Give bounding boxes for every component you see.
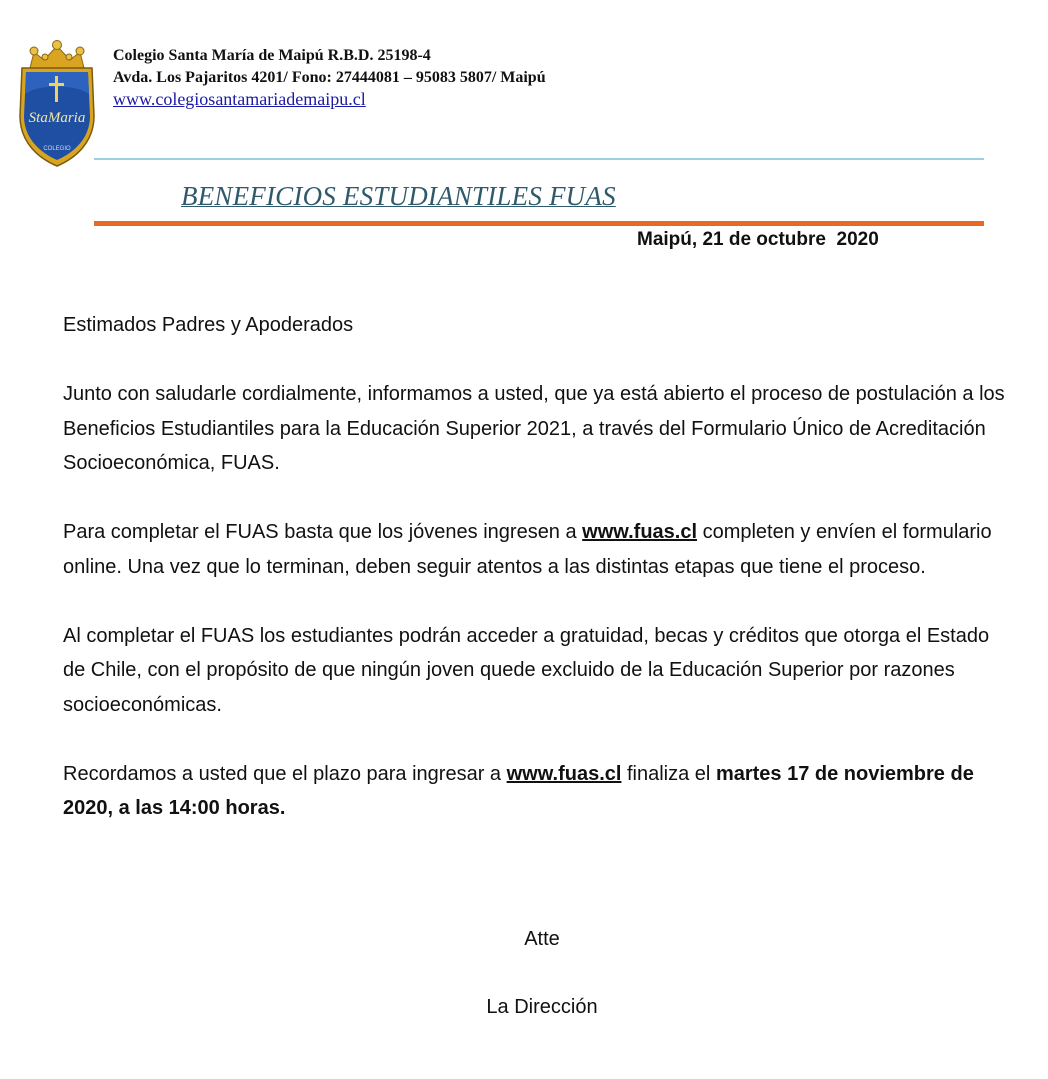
paragraph-4-text-start: Recordamos a usted que el plazo para ingresar a xyxy=(63,762,507,785)
paragraph-2-text-start: Para completar el FUAS basta que los jóvenes ingresen a xyxy=(63,521,583,543)
fuas-link[interactable]: www.fuas.cl xyxy=(582,521,698,543)
paragraph-2 xyxy=(63,515,1013,584)
school-info xyxy=(113,45,546,89)
letter-body xyxy=(63,308,1013,860)
document-date: Maipú, 21 de octubre 2020 xyxy=(637,229,879,250)
signature: La Dirección xyxy=(486,996,598,1018)
paragraph-4 xyxy=(63,757,1013,826)
svg-text:StaMaria: StaMaria xyxy=(28,110,86,126)
greeting: Estimados Padres y Apoderados xyxy=(63,314,354,336)
fuas-link-deadline[interactable]: www.fuas.cl xyxy=(506,762,622,785)
paragraph-3: Al completar el FUAS los estudiantes podrán acceder a gratuidad, becas y créditos que otorga el Estado de Chile, con el propósito de que ningún joven quede excluido de la Educación Superior por razones socioeconómicas. xyxy=(63,624,990,716)
crown-icon xyxy=(30,41,84,69)
school-name-line: Colegio Santa María de Maipú R.B.D. 25198-4 xyxy=(113,47,431,64)
school-website-link[interactable]: www.colegiosantamariademaipu.cl xyxy=(113,89,366,109)
paragraph-2-text-end: completen y envíen el formulario online. Una vez que lo terminan, deben seguir atentos a las distintas etapas que tiene el proceso. xyxy=(63,521,992,578)
deadline-text: martes 17 de noviembre de 2020, a las 14:00 horas. xyxy=(63,762,974,819)
document-title: BENEFICIOS ESTUDIANTILES FUAS xyxy=(181,181,616,211)
svg-text:COLEGIO: COLEGIO xyxy=(43,146,71,152)
paragraph-1: Junto con saludarle cordialmente, informamos a usted, que ya está abierto el proceso de postulación a los Beneficios Estudiantiles para la Educación Superior 2021, a través del Formulario Único de Acreditación Socioeconómica, FUAS. xyxy=(63,383,1005,474)
school-address-line: Avda. Los Pajaritos 4201/ Fono: 27444081 – 95083 5807/ Maipú xyxy=(113,69,546,86)
school-shield-icon xyxy=(16,38,98,170)
closing-atte: Atte xyxy=(524,928,560,950)
paragraph-4-text-middle: finaliza el xyxy=(621,762,716,785)
top-divider xyxy=(94,158,984,160)
school-logo xyxy=(16,38,98,170)
title-divider xyxy=(94,221,984,226)
